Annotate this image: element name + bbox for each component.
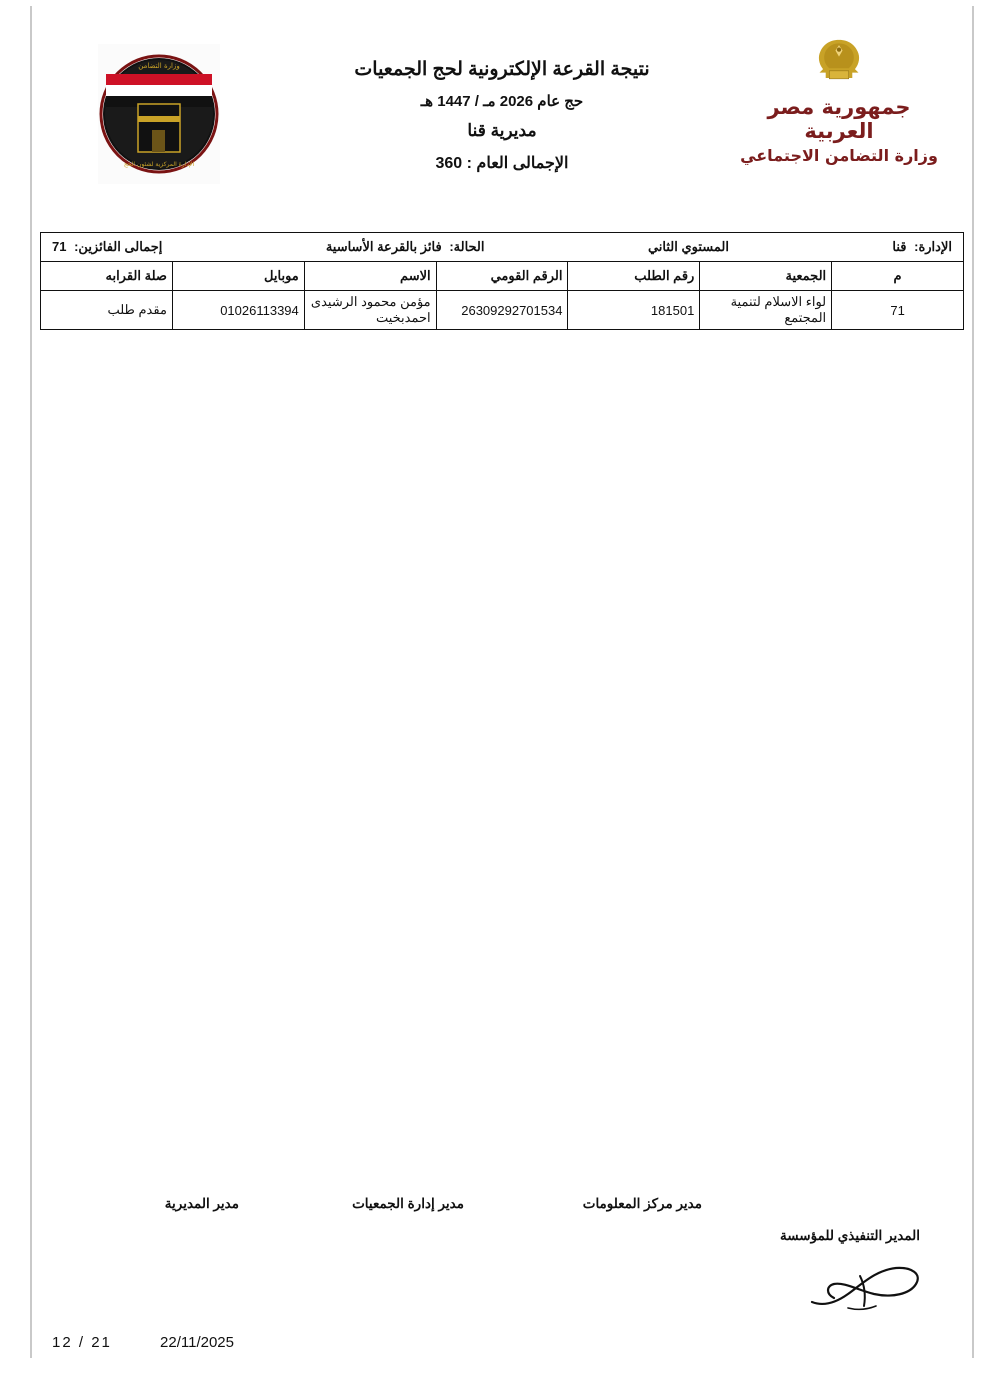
svg-text:وزارة التضامن: وزارة التضامن bbox=[138, 62, 180, 70]
results-table-container bbox=[40, 232, 964, 330]
table-header-row bbox=[41, 262, 964, 291]
cell-num: 71 bbox=[832, 291, 964, 330]
page-footer bbox=[40, 1334, 964, 1358]
document-header bbox=[40, 36, 964, 196]
emblem-ministry-label: وزارة التضامن الاجتماعي bbox=[740, 146, 938, 165]
meta-admin bbox=[892, 239, 952, 255]
meta-winners bbox=[52, 239, 162, 255]
grand-total-label: الإجمالى العام : 360 bbox=[435, 155, 569, 172]
column-header-num: م bbox=[832, 262, 964, 291]
signature-icon bbox=[804, 1258, 934, 1318]
footer-page-current: 12 bbox=[52, 1334, 73, 1351]
footer-date: 22/11/2025 bbox=[160, 1334, 234, 1351]
meta-level-label: المستوي الثاني bbox=[647, 239, 729, 254]
footer-page-number bbox=[52, 1334, 112, 1351]
results-table bbox=[40, 232, 964, 330]
signature-info-center-director: مدير مركز المعلومات bbox=[582, 1196, 702, 1211]
footer-page-separator: / bbox=[78, 1334, 86, 1351]
cell-request-no: 181501 bbox=[568, 291, 700, 330]
table-row bbox=[41, 291, 964, 330]
signature-associations-director: مدير إدارة الجمعيات bbox=[352, 1196, 464, 1211]
column-header-mobile: موبايل bbox=[172, 262, 304, 291]
column-header-association: الجمعية bbox=[700, 262, 832, 291]
cell-association: لواء الاسلام لتنمية المجتمع bbox=[700, 291, 832, 330]
cell-national-id: 26309292701534 bbox=[436, 291, 568, 330]
handwritten-signature bbox=[804, 1258, 934, 1318]
table-meta-cell bbox=[41, 233, 964, 262]
column-header-name: الاسم bbox=[304, 262, 436, 291]
cell-relation: مقدم طلب bbox=[41, 291, 173, 330]
meta-status bbox=[326, 239, 485, 255]
svg-text:الإدارة المركزية لشئون الحج: الإدارة المركزية لشئون الحج bbox=[123, 161, 195, 168]
meta-admin-label: الإدارة: bbox=[914, 239, 952, 254]
meta-level bbox=[648, 239, 729, 255]
header-title-block bbox=[40, 58, 964, 173]
page-title: نتيجة القرعة الإلكترونية لحج الجمعيات bbox=[354, 59, 650, 80]
directorate-title: مديرية قنا bbox=[467, 121, 537, 140]
column-header-relation: صلة القرابه bbox=[41, 262, 173, 291]
cell-name: مؤمن محمود الرشيدى احمدبخيت bbox=[304, 291, 436, 330]
footer-page-total: 21 bbox=[91, 1334, 112, 1351]
meta-status-value: فائز بالقرعة الأساسية bbox=[325, 239, 442, 254]
page-border bbox=[30, 6, 974, 1358]
hajj-year-subtitle: حج عام 2026 مـ / 1447 هـ bbox=[420, 93, 584, 110]
meta-winners-value: 71 bbox=[52, 239, 67, 254]
signature-executive-director: المدير التنفيذي للمؤسسة bbox=[780, 1228, 920, 1243]
signature-row bbox=[40, 1196, 964, 1243]
meta-admin-value: قنا bbox=[892, 239, 907, 254]
column-header-national-id: الرقم القومي bbox=[436, 262, 568, 291]
column-header-request-no: رقم الطلب bbox=[568, 262, 700, 291]
meta-winners-label: إجمالى الفائزين: bbox=[74, 239, 163, 254]
cell-mobile: 01026113394 bbox=[172, 291, 304, 330]
table-meta-row bbox=[41, 233, 964, 262]
meta-status-label: الحالة: bbox=[449, 239, 485, 254]
emblem-country-label: جمهورية مصر العربية bbox=[767, 95, 911, 143]
signature-directorate-director: مدير المديرية bbox=[164, 1196, 239, 1211]
